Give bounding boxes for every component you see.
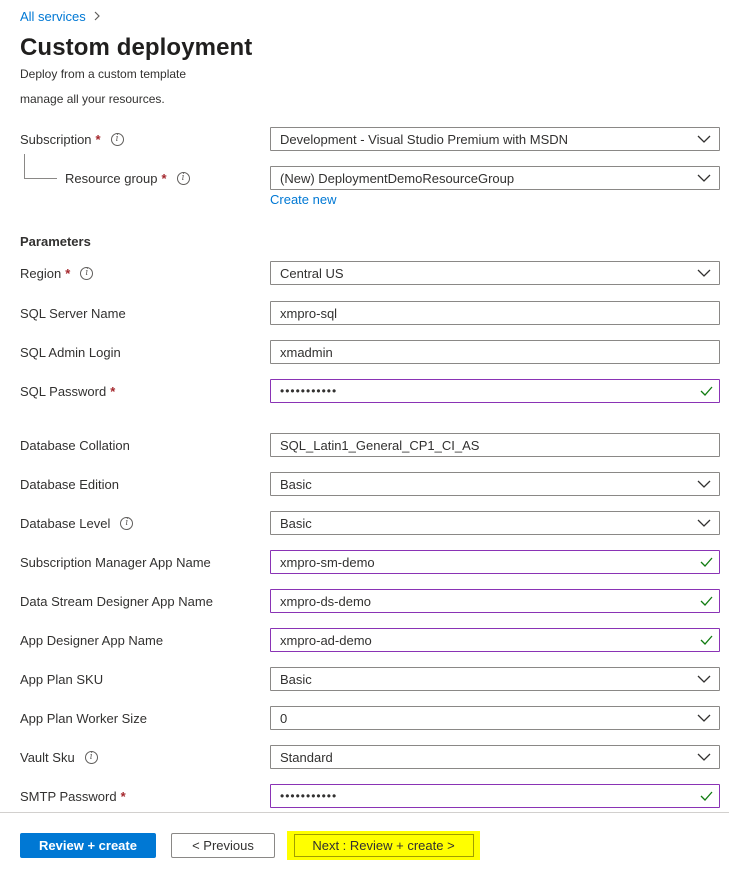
breadcrumb: [20, 9, 101, 24]
smtp-password-label-row: [20, 784, 126, 808]
page-title: Custom deployment: [20, 34, 253, 61]
ds-app-name-label: Data Stream Designer App Name: [20, 593, 213, 609]
region-label: Region: [20, 265, 62, 281]
db-level-label: Database Level: [20, 515, 111, 531]
info-icon[interactable]: i: [111, 133, 124, 146]
info-icon[interactable]: i: [177, 172, 190, 185]
page-subtitle: Deploy from a custom template: [20, 67, 187, 81]
app-plan-worker-size-label-row: [20, 706, 147, 730]
ds-app-name-label-row: [20, 589, 213, 613]
check-icon: [693, 791, 719, 801]
sql-admin-login-label: SQL Admin Login: [20, 344, 121, 360]
db-edition-label-row: [20, 472, 119, 496]
footer-divider: [0, 812, 729, 813]
sql-password-label-row: [20, 379, 115, 403]
db-collation-label: Database Collation: [20, 437, 130, 453]
app-plan-sku-label: App Plan SKU: [20, 671, 104, 687]
app-plan-worker-size-label: App Plan Worker Size: [20, 710, 147, 726]
resource-group-dropdown[interactable]: [270, 166, 720, 190]
db-edition-label: Database Edition: [20, 476, 120, 492]
required-asterisk: *: [110, 383, 116, 399]
sql-password-input[interactable]: [270, 379, 720, 403]
sql-password-label: SQL Password: [20, 383, 107, 399]
app-plan-sku-label-row: [20, 667, 103, 691]
db-collation-label-row: [20, 433, 130, 457]
db-edition-dropdown[interactable]: [270, 472, 720, 496]
parameters-heading: Parameters: [20, 234, 91, 249]
sql-admin-login-label-row: [20, 340, 121, 364]
sm-app-name-label-row: [20, 550, 211, 574]
db-collation-value: SQL_Latin1_General_CP1_CI_AS: [280, 437, 480, 453]
chevron-down-icon: [689, 473, 719, 495]
smtp-password-input[interactable]: [270, 784, 720, 808]
region-dropdown[interactable]: [270, 261, 720, 285]
tree-connector: [24, 154, 57, 179]
chevron-down-icon: [689, 262, 719, 284]
info-icon[interactable]: i: [85, 751, 98, 764]
db-level-value: Basic: [280, 515, 312, 531]
db-edition-value: Basic: [280, 476, 312, 492]
sm-app-name-label: Subscription Manager App Name: [20, 554, 211, 570]
app-plan-worker-size-value: 0: [280, 710, 288, 726]
region-label-row: [20, 261, 93, 285]
next-button-highlight: [287, 831, 480, 860]
vault-sku-label-row: [20, 745, 98, 769]
previous-button[interactable]: < Previous: [171, 833, 275, 858]
required-asterisk: *: [161, 170, 167, 186]
create-new-link[interactable]: Create new: [270, 192, 337, 207]
required-asterisk: *: [95, 131, 101, 147]
vault-sku-dropdown[interactable]: [270, 745, 720, 769]
smtp-password-value: •••••••••••: [280, 789, 338, 803]
sm-app-name-input[interactable]: [270, 550, 720, 574]
subscription-value: Development - Visual Studio Premium with MSDN: [280, 131, 569, 147]
required-asterisk: *: [65, 265, 71, 281]
ad-app-name-label: App Designer App Name: [20, 632, 164, 648]
next-button[interactable]: Next : Review + create >: [294, 834, 474, 857]
check-icon: [693, 596, 719, 606]
subscription-dropdown[interactable]: [270, 127, 720, 151]
sql-server-name-label: SQL Server Name: [20, 305, 126, 321]
ad-app-name-label-row: [20, 628, 163, 652]
db-collation-input[interactable]: [270, 433, 720, 457]
sql-server-name-label-row: [20, 301, 126, 325]
smtp-password-label: SMTP Password: [20, 788, 117, 804]
app-plan-worker-size-dropdown[interactable]: [270, 706, 720, 730]
check-icon: [693, 557, 719, 567]
vault-sku-value: Standard: [280, 749, 333, 765]
subscription-label: Subscription: [20, 131, 92, 147]
info-icon[interactable]: i: [80, 267, 93, 280]
resource-group-label-row: [65, 166, 190, 190]
info-icon[interactable]: i: [120, 517, 133, 530]
ad-app-name-input[interactable]: [270, 628, 720, 652]
db-level-label-row: [20, 511, 133, 535]
sql-password-value: •••••••••••: [280, 384, 338, 398]
sm-app-name-value: xmpro-sm-demo: [280, 554, 375, 570]
sql-admin-login-value: xmadmin: [280, 344, 333, 360]
region-value: Central US: [280, 265, 344, 281]
intro-text: manage all your resources.: [20, 92, 165, 106]
chevron-down-icon: [689, 128, 719, 150]
chevron-right-icon: [94, 10, 101, 24]
chevron-down-icon: [689, 167, 719, 189]
subscription-label-row: [20, 127, 124, 151]
vault-sku-label: Vault Sku: [20, 749, 75, 765]
required-asterisk: *: [120, 788, 126, 804]
app-plan-sku-value: Basic: [280, 671, 312, 687]
chevron-down-icon: [689, 746, 719, 768]
review-create-button[interactable]: Review + create: [20, 833, 156, 858]
ds-app-name-input[interactable]: [270, 589, 720, 613]
sql-admin-login-input[interactable]: [270, 340, 720, 364]
ds-app-name-value: xmpro-ds-demo: [280, 593, 372, 609]
breadcrumb-all-services-link[interactable]: All services: [20, 9, 86, 24]
chevron-down-icon: [689, 512, 719, 534]
check-icon: [693, 635, 719, 645]
app-plan-sku-dropdown[interactable]: [270, 667, 720, 691]
sql-server-name-value: xmpro-sql: [280, 305, 338, 321]
resource-group-label: Resource group: [65, 170, 158, 186]
check-icon: [693, 386, 719, 396]
chevron-down-icon: [689, 707, 719, 729]
resource-group-value: (New) DeploymentDemoResourceGroup: [280, 170, 515, 186]
ad-app-name-value: xmpro-ad-demo: [280, 632, 372, 648]
chevron-down-icon: [689, 668, 719, 690]
db-level-dropdown[interactable]: [270, 511, 720, 535]
sql-server-name-input[interactable]: [270, 301, 720, 325]
